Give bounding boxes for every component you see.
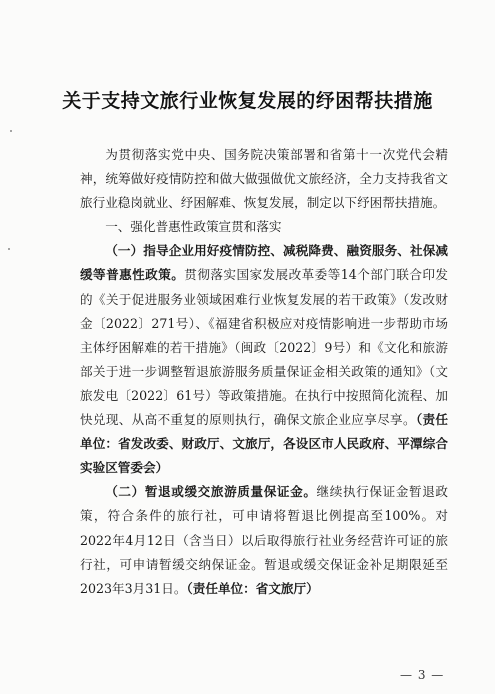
item-2-body: 继续执行保证金暂退政策，符合条件的旅行社，可申请将暂退比例提高至100%。对2022年4月12日（含当日）以后取得旅行社业务经营许可证的旅行社，可申请暂缓交纳保证金。暂退或缓交保证金补足期限延至2023年3月31日。: [80, 484, 449, 596]
item-1-lead: （一）指导企业用好疫情防控、减税降费、融资服务、社保减缓等普惠性政策。: [80, 243, 448, 283]
item-1-body: 贯彻落实国家发展改革委等14个部门联合印发的《关于促进服务业领域困难行业恢复发展的若干政策》（发改财金〔2022〕271号）、《福建省积极应对疫情影响进一步帮助市场主体纾困解难的若干措施》（闽政〔2022〕9号）和《文化和旅游部关于进一步调整暂退旅游服务质量保证金相关政策的通知》（文旅发电〔2022〕61号）等政策措施。在执行中按照简化流程、加快兑现、从高不重复的原则执行，确保文旅企业应享尽享。: [80, 267, 449, 428]
document-body: [80, 143, 448, 601]
scan-speck: [10, 130, 12, 132]
item-2-paragraph: [80, 480, 448, 600]
scan-speck: [8, 248, 10, 250]
item-2-lead: （二）暂退或缓交旅游质量保证金。: [105, 484, 317, 500]
section-heading: 一、强化普惠性政策宣贯和落实: [105, 219, 282, 235]
intro-paragraph: 为贯彻落实党中央、国务院决策部署和省第十一次党代会精神，统筹做好疫情防控和做大做强做优文旅经济，全力支持我省文旅行业稳岗就业、纾困解难、恢复发展，制定以下纾困帮扶措施。: [80, 147, 448, 211]
item-1-responsible: （责任单位：省发改委、财政厅、文旅厅，各设区市人民政府、平潭综合实验区管委会）: [80, 412, 449, 476]
document-title: 关于支持文旅行业恢复发展的纾困帮扶措施: [62, 90, 433, 112]
item-1-paragraph: [80, 239, 448, 480]
item-2-responsible: （责任单位：省文旅厅）: [186, 580, 319, 596]
page-number: — 3 —: [400, 668, 445, 682]
